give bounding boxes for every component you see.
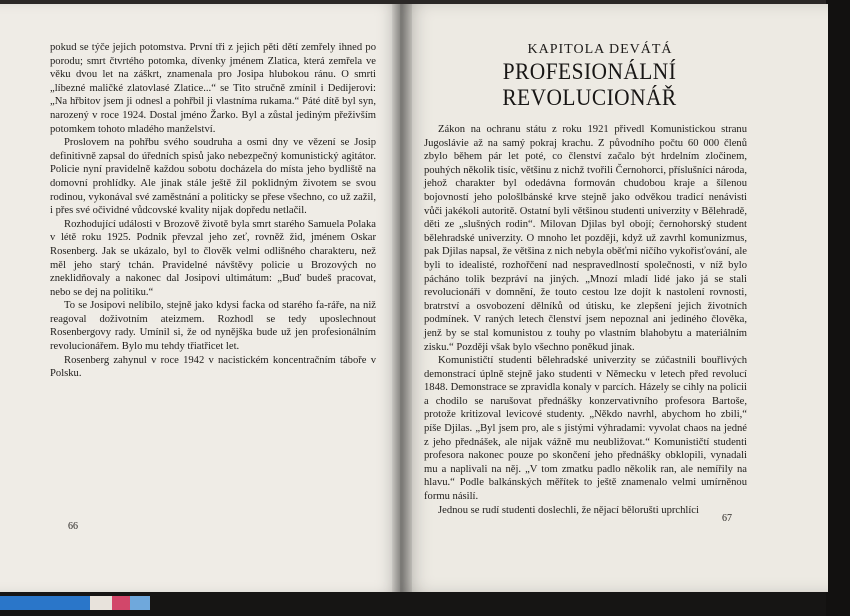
chapter-kicker: KAPITOLA DEVÁTÁ [527,42,673,57]
background-right [826,0,850,616]
right-page-body [424,123,747,517]
stripe-segment [0,596,90,610]
left-page-body [50,41,376,381]
right-paragraph: Komunističtí studenti bělehradské univerzity se zúčastnili bouřlivých demonstrací úplně stejně jako studenti v Německu v letech před revolucí 1848. Demonstrace se zpravidla konaly v parcích. Házely se cihly na policii a chodilo se narušovat přednášky konzervativního profesora Bartoše, protože kritizoval levicové studenty. „Někdo navrhl, abychom ho zbili,“ píše Djilas. „Byl jsem pro, ale s jistými výhradami: vyvolat chaos na jedné z jeho přednášek, ale nijak vážně mu neubližovat.“ Komunističtí studenti profesora nakonec pouze po skončení jeho přednášky obklopili, vynadali mu a naplivali na něj. „V tom zmatku padlo několik ran, ale nemířily na hlavu.“ Podle balkánských měřítek to ještě znamenalo velmi umírněnou formu násilí. [424,355,747,503]
left-paragraph: Rozhodující události v Brozově životě byla smrt starého Samuela Polaka v létě roku 1925. Podnik převzal jeho zeť, rovněž žid, jménem Oskar Rosenberg. Jak se ukázalo, byl to člověk velmi odlišného charakteru, než měl jeho starý tchán. Pravidelné návštěvy policie u Brozových no zneklidňovaly a nakonec dal Josipovi ultimátum: „Buď budeš pracovat, nebo se dej na politiku.“ [50,218,376,298]
stripe-segment [130,596,150,610]
chapter-title: PROFESIONÁLNÍ REVOLUCIONÁŘ [502,59,677,110]
left-paragraph: Proslovem na pohřbu svého soudruha a osmi dny ve vězení se Josip definitivně zapsal do úředních spisů jako nebezpečný komunistický agitátor. Policie nyní pravidelně každou sobotu docházela do místa jeho bydliště na domovní prohlídky. Ale jinak stále ještě žil poklidným životem se svou rodinou, vykonával své zaměstnání a politicky se přese všechno, co už zažil, i přes své očividné vůdcovské kvality nijak dopředu netlačil. [50,137,376,217]
left-page-number: 66 [68,521,78,532]
color-stripe [0,596,150,610]
stripe-segment [90,596,112,610]
left-paragraph: To se Josipovi nelíbilo, stejně jako kdysi facka od starého fa-ráře, na niž reagoval doživotním ateizmem. Rozhodl se tedy uposlechnout Rosenbergovy rady. Umínil si, že od nynějška bude už jen profesionálním revolucionářem. Bylo mu tehdy třiatřicet let. [50,300,376,353]
book-gutter [392,4,412,592]
right-paragraph: Jednou se rudí studenti doslechli, že nějací bělorušti uprchlíci [438,504,699,516]
left-paragraph: pokud se týče jejich potomstva. První tři z jejich pěti dětí zemřely ihned po porodu; smrt čtvrtého potomka, dívenky jménem Zlatica, která zemřela ve věku dvou let na záškrt, znamenala pro Josipa hlubokou ránu. O smrti „líbezné maličké zlatovlasé Zlatice...“ se Tito stručně zmínil i Dedijerovi: „Na hřbitov jsem ji odnesl a pohřbil ji vlastníma rukama.“ Páté dítě byl syn, narozený v roce 1924. Dostal jméno Žarko. Byl a zůstal jediným přeživším potomkem tohoto mladého manželství. [50,42,376,135]
left-paragraph: Rosenberg zahynul v roce 1942 v nacistickém koncentračním táboře v Polsku. [50,354,376,380]
right-page-number: 67 [722,513,732,524]
right-paragraph: Zákon na ochranu státu z roku 1921 přivedl Komunistickou stranu Jugoslávie až na samý pokraj krachu. Z původního počtu 60 000 členů zbylo během pár let poté, co členství začalo být hrdelním zločinem, pouhých několik tisíc, většinu z nichž tvořili Černohorci, příslušníci národa, jehož charakter byl odedávna formován chudobou kraje a šílenou bojovností jeho pološlbánské krve stejně jako odvěkou tradicí nenávisti vůči jakékoli autoritě. Ostatní byli většinou studenti univerzity v Bělehradě, děti ze „slušných rodin“. Milovan Djilas byl obojí; černohorský student bělehradské univerzity. O mnoho let později, když už zavrhl komunizmus, pak Djilas napsal, že většina z nich nebyla oběťmi ničího vykořisťování, ale byli to idealisté, rozhořčení nad nespravedlností společnosti, v níž bylo pácháno tolik bezpráví na jiných. „Mnozí mladí lidé jako já se stali revolucionáři v domnění, že touto cestou lze dojít k nastolení rovnosti, bratrství a osvobození dělníků od útisku, ke zlepšení jejich životních podmínek. V raných letech členství jsem nepoznal ani jediného člověka, jenž by se stal komunistou z touhy po vlastním blahobytu a materiálním zisku.“ Později však bylo všechno poněkud jinak. [424,124,747,353]
stripe-segment [112,596,130,610]
